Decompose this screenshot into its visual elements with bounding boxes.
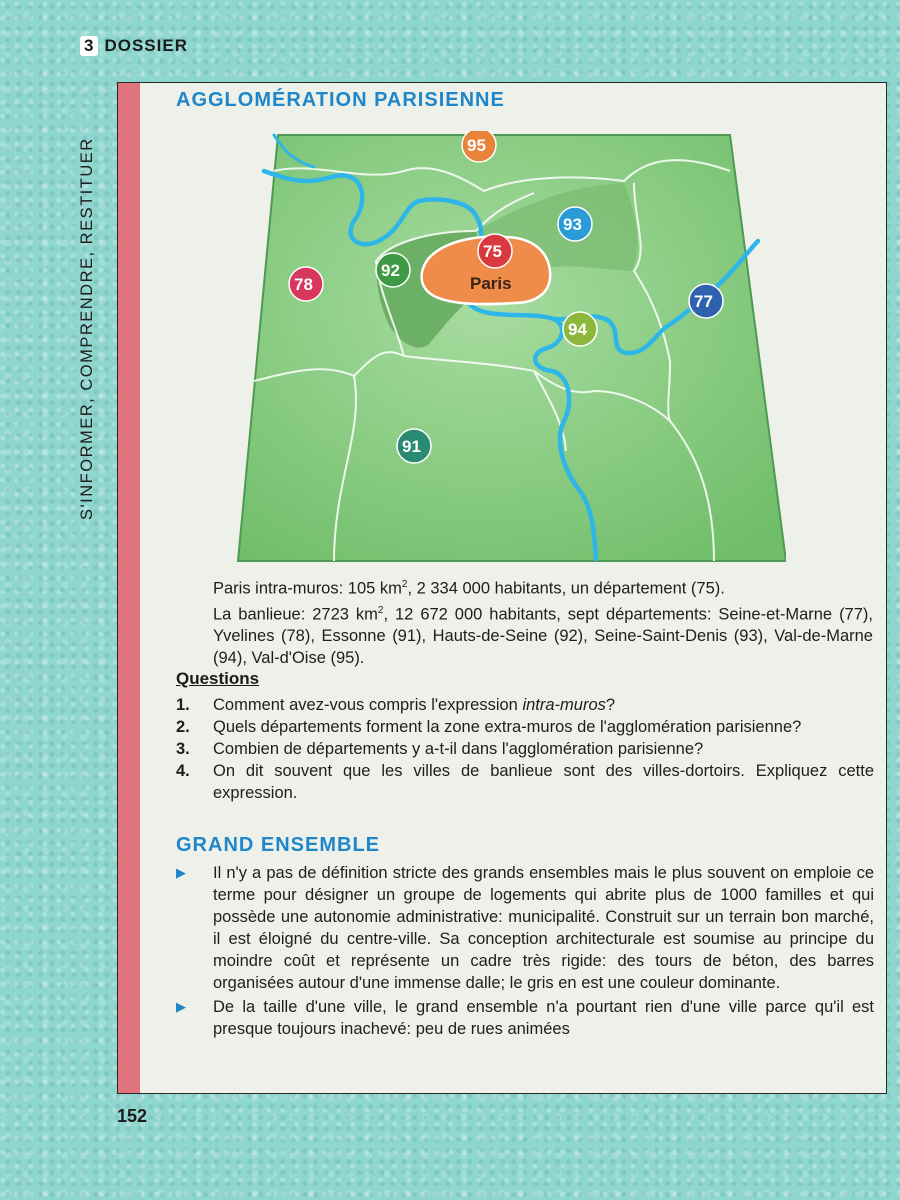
paris-label: Paris <box>470 274 512 293</box>
section-title: DOSSIER <box>104 36 188 55</box>
map-land <box>238 135 786 561</box>
dossier-header <box>80 36 188 56</box>
dept-75-label: 75 <box>483 242 502 261</box>
fact-paris: Paris intra-muros: 105 $km^2$, 2 334 000 habitants, un département (75). <box>213 579 725 598</box>
dept-91-marker <box>397 429 431 463</box>
dept-95-marker <box>462 131 496 162</box>
dept-78-label: 78 <box>294 275 313 294</box>
fact-banlieue: La banlieue: 2723 $km^2$, 12 672 000 habitants, sept départements: Seine-et-Marne (77), Yvelines (78), Essonne (91), Hauts-de-Seine (92), Seine-Saint-Denis (93), Val-de-Marne (94), Val-d'Oise (95). <box>213 604 873 667</box>
grand-ensemble-paragraph: ▶ Il n'y a pas de définition stricte des grands ensembles mais le plus souvent on emploie ce terme pour désigner un groupe de logements qui abrite plus de 1000 familles et qui possède une autonomie administrative: municipalité. Construit sur un terrain bon marché, il est éloigné du centre-ville. Sa conception architecturale est soumise au principe du moindre coût et représente un cadre très rigide: des tours de béton, des barres organisées autour d'une immense dalle; le gris en est une couleur dominante. <box>176 864 874 992</box>
grand-ensemble-paragraph: ▶ De la taille d'une ville, le grand ensemble n'a pourtant rien d'une ville parce qu'il est presque toujours inachevé: peu de rues animées <box>176 998 874 1038</box>
dept-92-label: 92 <box>381 261 400 280</box>
questions-title: Questions <box>176 669 260 688</box>
grand-ensemble-list <box>176 862 874 1042</box>
dept-77-marker <box>689 284 723 318</box>
question-item: 3. Combien de départements y a-t-il dans l'agglomération parisienne? <box>176 740 704 758</box>
dept-75-marker <box>478 234 512 268</box>
dept-91-label: 91 <box>402 437 421 456</box>
dept-93-marker <box>558 207 592 241</box>
dept-78-marker <box>289 267 323 301</box>
agglomeration-map <box>214 131 786 563</box>
section-number: 3 <box>80 36 98 56</box>
agglomeration-heading: AGGLOMÉRATION PARISIENNE <box>176 89 505 111</box>
dept-94-label: 94 <box>568 320 587 339</box>
page <box>117 82 887 1094</box>
grand-ensemble-heading: GRAND ENSEMBLE <box>176 834 381 856</box>
facts-block <box>213 574 873 669</box>
questions-list <box>176 694 874 804</box>
question-item: 1. Comment avez-vous compris l'expression intra-muros? <box>176 696 616 714</box>
dept-95-label: 95 <box>467 136 486 155</box>
bullet-arrow-icon: ▶ <box>176 999 186 1014</box>
dept-92-marker <box>376 253 410 287</box>
page-number: 152 <box>117 1106 148 1126</box>
dept-93-label: 93 <box>563 215 582 234</box>
side-label: S'INFORMER, COMPRENDRE, RESTITUER <box>78 137 96 520</box>
dept-94-marker <box>563 312 597 346</box>
dept-77-label: 77 <box>694 292 713 311</box>
bullet-arrow-icon: ▶ <box>176 865 186 880</box>
red-stripe <box>118 83 140 1093</box>
question-item: 4. On dit souvent que les villes de banlieue sont des villes-dortoirs. Expliquez cette expression. <box>176 762 874 802</box>
question-item: 2. Quels départements forment la zone extra-muros de l'agglomération parisienne? <box>176 718 802 736</box>
